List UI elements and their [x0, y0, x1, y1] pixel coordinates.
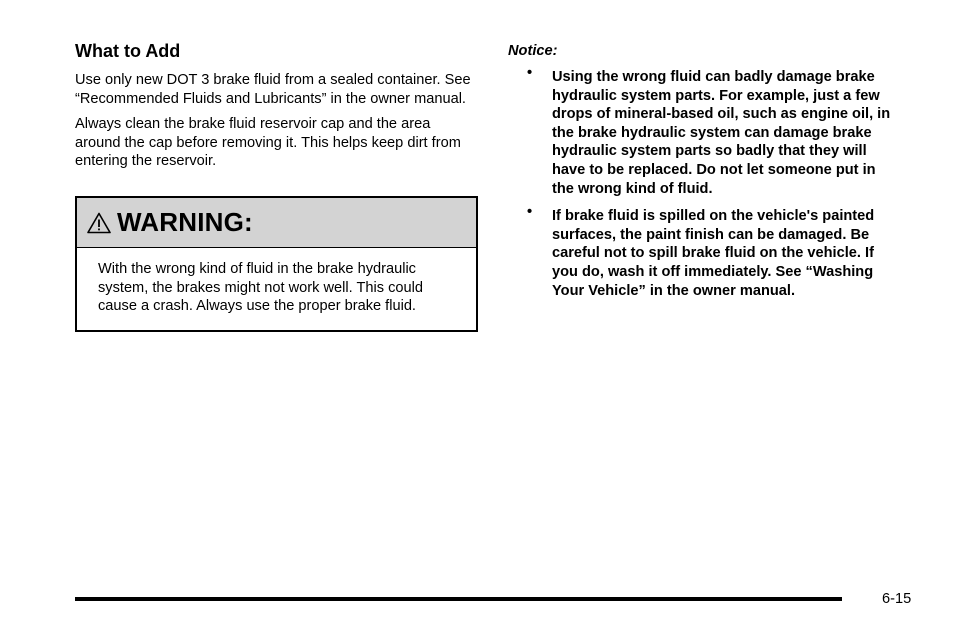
notice-item	[508, 204, 903, 300]
notice-text: If brake fluid is spilled on the vehicle's painted surfaces, the paint finish can be damaged. Be careful not to spill brake fluid on the vehicle. If you do, wash it off immediately. See “Washing Your Vehicle” in the owner manual.	[552, 208, 875, 299]
notice-text: Using the wrong fluid can badly damage brake hydraulic system parts. For example, just a few drops of mineral-based oil, such as engine oil, in the brake hydraulic system can damage brake hydraulic system parts so badly that they will have to be replaced. Do not let someone put in the wrong kind of fluid.	[552, 69, 891, 197]
warning-header	[77, 198, 476, 248]
body-paragraph: Always clean the brake fluid reservoir cap and the area around the cap before removing it. This helps keep dirt from entering the reservoir.	[75, 116, 461, 169]
body-paragraph: Use only new DOT 3 brake fluid from a sealed container. See “Recommended Fluids and Lubricants” in the owner manual.	[75, 72, 471, 107]
section-heading: What to Add	[75, 41, 181, 61]
warning-body: With the wrong kind of fluid in the brake hydraulic system, the brakes might not work well. This could cause a crash. Always use the proper brake fluid.	[98, 261, 423, 314]
warning-title: WARNING:	[117, 207, 253, 237]
notice-item	[508, 65, 903, 198]
bullet: •	[527, 204, 533, 221]
page-number: 6-15	[882, 591, 912, 607]
bullet: •	[527, 65, 533, 81]
warning-triangle-icon	[87, 212, 111, 234]
warning-box	[75, 196, 478, 332]
footer-rule	[75, 597, 842, 601]
left-column	[75, 40, 477, 178]
notice-label: Notice:	[508, 43, 558, 59]
right-column	[508, 42, 903, 309]
